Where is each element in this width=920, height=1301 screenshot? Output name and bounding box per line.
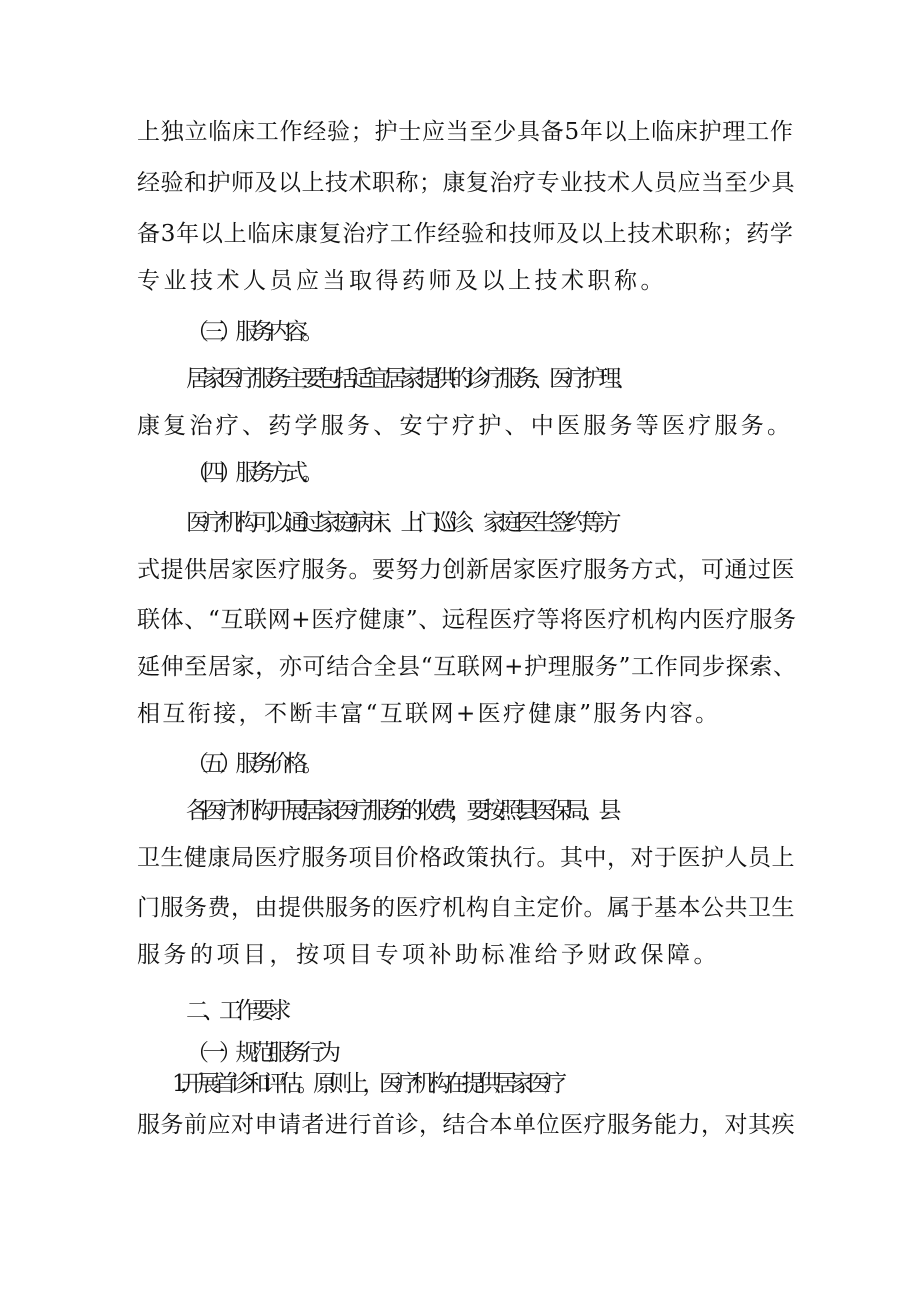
section-heading: （五）服务价格。	[186, 751, 318, 777]
section-heading: （四）服务方式。	[186, 460, 318, 486]
body-text-line: 服务前应对申请者进行首诊，结合本单位医疗服务能力，对其疾	[137, 1112, 795, 1138]
body-text-line: 医疗机构可以通过家庭病床、上门巡诊、家庭医生签约等方	[186, 510, 615, 536]
body-text-line: 门服务费，由提供服务的医疗机构自主定价。属于基本公共卫生	[137, 895, 795, 921]
body-text-line: 居家医疗服务主要包括适宜居家提供的诊疗服务、医疗护理、	[186, 366, 632, 392]
body-text-line: 各医疗机构开展居家医疗服务的收费，要按照县医保局、县	[186, 798, 615, 824]
body-text-line: 专业技术人员应当取得药师及以上技术职称。	[137, 268, 667, 294]
body-text-line: 服务的项目，按项目专项补助标准给予财政保障。	[137, 942, 720, 968]
body-text-line: 延伸至居家，亦可结合全县“互联网+护理服务”工作同步探索、	[137, 654, 797, 680]
body-text-line: 上独立临床工作经验；护士应当至少具备5年以上临床护理工作	[137, 119, 794, 145]
body-text-line: 经验和护师及以上技术职称；康复治疗专业技术人员应当至少具	[137, 170, 795, 196]
body-text-line: 式提供居家医疗服务。要努力创新居家医疗服务方式，可通过医	[137, 557, 795, 583]
body-text-line: 联体、“互联网+医疗健康”、远程医疗等将医疗机构内医疗服务	[137, 607, 797, 633]
body-text-line: 相互衔接，不断丰富“互联网+医疗健康”服务内容。	[137, 701, 721, 727]
section-heading: （三）服务内容。	[186, 319, 318, 345]
body-text-line: 康复治疗、药学服务、安宁疗护、中医服务等医疗服务。	[137, 413, 794, 439]
body-text-line: 1.开展首诊和评估。原则上，医疗机构在提供居家医疗	[172, 1071, 561, 1097]
body-text-line: 卫生健康局医疗服务项目价格政策执行。其中，对于医护人员上	[137, 845, 795, 871]
chapter-heading: 二、工作要求	[186, 998, 285, 1024]
body-text-line: 备3年以上临床康复治疗工作经验和技师及以上技术职称；药学	[137, 221, 794, 247]
section-heading: （一）规范服务行为	[186, 1040, 335, 1066]
